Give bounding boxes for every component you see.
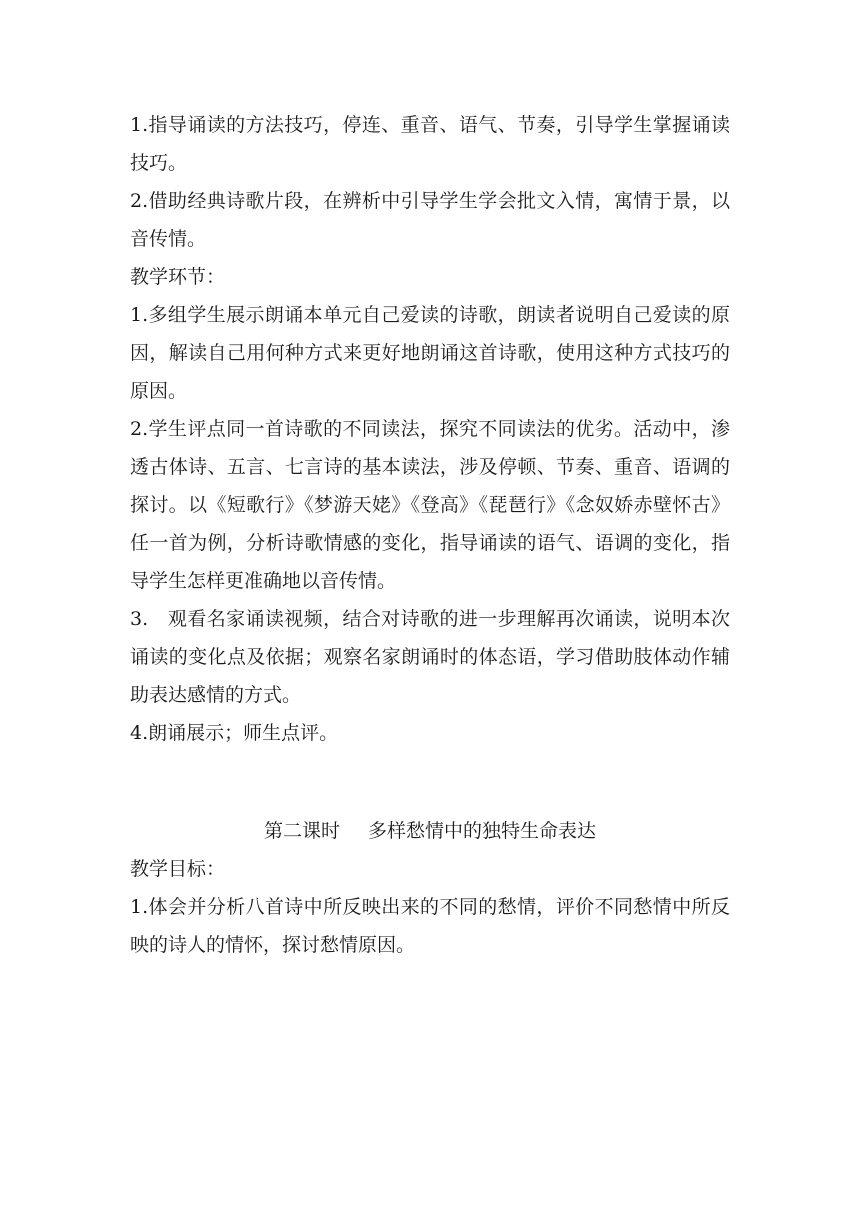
- section-title: [130, 812, 730, 850]
- paragraph-step-3: 3. 观看名家诵读视频，结合对诗歌的进一步理解再次诵读，说明本次诵读的变化点及依据；观察名家朗诵时的体态语，学习借助肢体动作辅助表达感情的方式。: [130, 608, 730, 706]
- section-spacer: [130, 752, 730, 812]
- document-body: [130, 106, 730, 964]
- paragraph-guide-methods: 1.指导诵读的方法技巧，停连、重音、语气、节奏，引导学生掌握诵读技巧。: [130, 114, 730, 174]
- paragraph-classic-excerpts: 2.借助经典诗歌片段，在辨析中引导学生学会批文入情，寓情于景，以音传情。: [130, 190, 730, 250]
- paragraph-step-4: 4.朗诵展示；师生点评。: [130, 722, 339, 744]
- paragraph-goal-1: 1.体会并分析八首诗中所反映出来的不同的愁情，评价不同愁情中所反映的诗人的情怀，探讨愁情原因。: [130, 896, 730, 956]
- heading-teaching-steps: 教学环节：: [130, 266, 226, 288]
- paragraph-step-1: 1.多组学生展示朗诵本单元自己爱读的诗歌，朗读者说明自己爱读的原因，解读自己用何种方式来更好地朗诵这首诗歌，使用这种方式技巧的原因。: [130, 304, 730, 402]
- heading-teaching-goals: 教学目标：: [130, 858, 226, 880]
- section-title-topic: 多样愁情中的独特生命表达: [368, 820, 597, 842]
- section-title-lesson: 第二课时: [263, 820, 340, 842]
- paragraph-step-2: 2.学生评点同一首诗歌的不同读法，探究不同读法的优劣。活动中，渗透古体诗、五言、七言诗的基本读法，涉及停顿、节奏、重音、语调的探讨。以《短歌行》《梦游天姥》《登高》《琵琶行》《念奴娇赤壁怀古》任一首为例，分析诗歌情感的变化，指导诵读的语气、语调的变化，指导学生怎样更准确地以音传情。: [130, 418, 730, 592]
